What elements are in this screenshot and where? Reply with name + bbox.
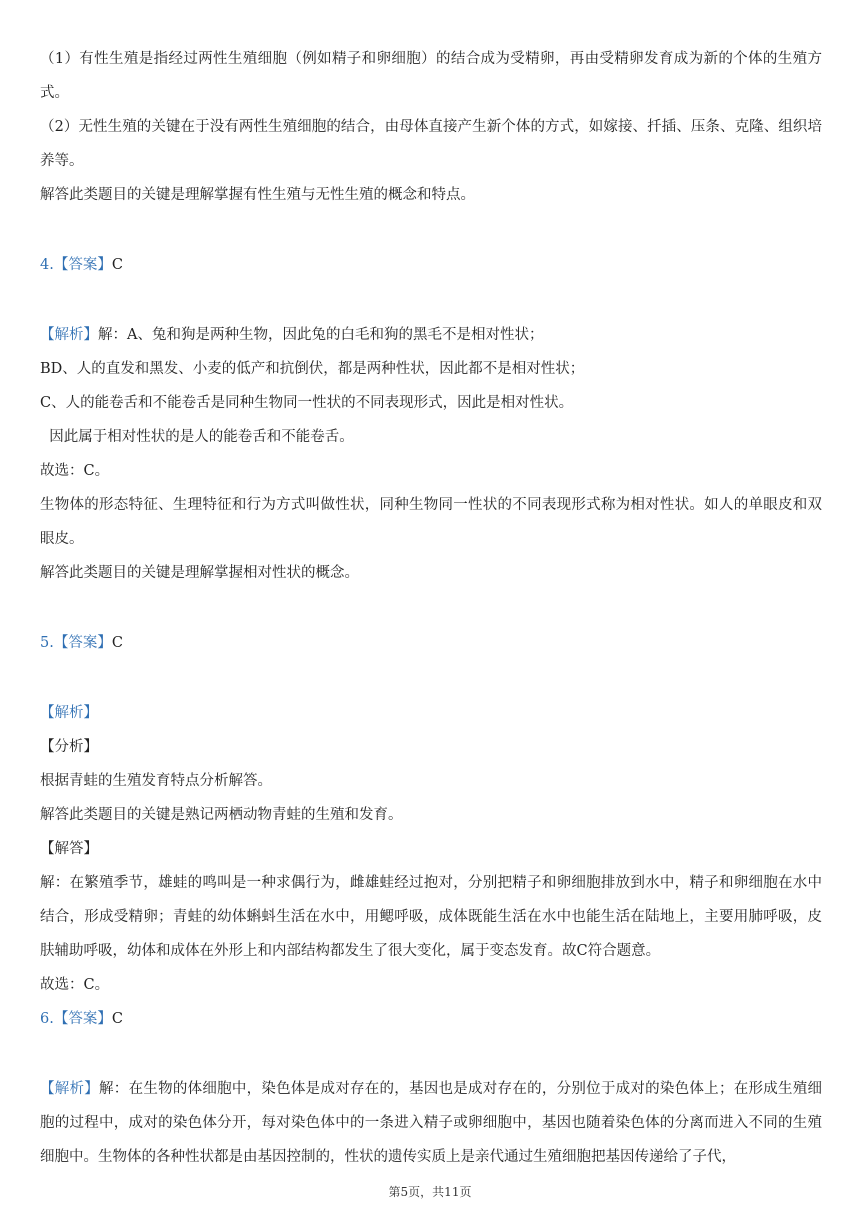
document-page <box>40 0 822 1174</box>
q4-analysis-text: 解：A、兔和狗是两种生物，因此兔的白毛和狗的黑毛不是相对性状； <box>98 327 544 343</box>
q5-answer: C <box>111 635 123 651</box>
q6-answer: C <box>111 1011 123 1027</box>
q5-number: 5. <box>40 635 54 651</box>
q5-fenxi-tag: 【分析】 <box>40 739 98 755</box>
q6-analysis-text: 解：在生物的体细胞中，染色体是成对存在的，基因也是成对存在的，分别位于成对的染色体上；在形成生殖细胞的过程中，成对的染色体分开，每对染色体中的一条进入精子或卵细胞中，基因也随着染色体的分离而进入不同的生殖细胞中。生物体的各种性状都是由基因控制的，性状的遗传实质上是亲代通过生殖细胞把基因传递给了子代， <box>40 1081 823 1165</box>
q5-jieda-tag: 【解答】 <box>40 841 98 857</box>
q6-answer-tag: 【答案】 <box>53 1011 112 1027</box>
q4-answer: C <box>111 257 123 273</box>
q6-analysis-tag: 【解析】 <box>40 1081 100 1097</box>
q5-fenxi-line-2: 解答此类题目的关键是熟记两栖动物青蛙的生殖和发育。 <box>40 807 403 823</box>
q5-answer-line <box>40 626 822 660</box>
q4-analysis-tag: 【解析】 <box>40 327 98 343</box>
q5-choice: 故选：C。 <box>40 977 110 993</box>
q5-answer-tag: 【答案】 <box>53 635 112 651</box>
q4-answer-line <box>40 248 822 282</box>
q4-line-choice: 故选：C。 <box>40 463 110 479</box>
q6-number: 6. <box>40 1011 54 1027</box>
paragraph-asexual-reproduction: （2）无性生殖的关键在于没有两性生殖细胞的结合，由母体直接产生新个体的方式，如嫁接、扦插、压条、克隆、组织培养等。 <box>40 119 822 169</box>
paragraph-sexual-reproduction: （1）有性生殖是指经过两性生殖细胞（例如精子和卵细胞）的结合成为受精卵，再由受精卵发育成为新的个体的生殖方式。 <box>40 51 822 101</box>
page-footer: 第5页，共11页 <box>388 1185 472 1199</box>
q4-line-c: C、人的能卷舌和不能卷舌是同种生物同一性状的不同表现形式，因此是相对性状。 <box>40 395 574 411</box>
q4-analysis-line <box>40 318 822 352</box>
q5-analysis-tag: 【解析】 <box>40 705 98 721</box>
q4-answer-tag: 【答案】 <box>53 257 112 273</box>
q5-jieda-text: 解：在繁殖季节，雄蛙的鸣叫是一种求偶行为，雌雄蛙经过抱对，分别把精子和卵细胞排放到水中，精子和卵细胞在水中结合，形成受精卵；青蛙的幼体蝌蚪生活在水中，用鳃呼吸，成体既能生活在水中也能生活在陆地上，主要用肺呼吸，皮肤辅助呼吸，幼体和成体在外形上和内部结构都发生了很大变化，属于变态发育。故C符合题意。 <box>40 875 822 959</box>
q6-answer-line <box>40 1002 822 1036</box>
paragraph-key-point: 解答此类题目的关键是理解掌握有性生殖与无性生殖的概念和特点。 <box>40 187 475 203</box>
q4-number: 4. <box>40 257 54 273</box>
q4-line-key: 解答此类题目的关键是理解掌握相对性状的概念。 <box>40 565 359 581</box>
q4-line-conclusion: 因此属于相对性状的是人的能卷舌和不能卷舌。 <box>40 429 354 445</box>
q5-fenxi-line-1: 根据青蛙的生殖发育特点分析解答。 <box>40 773 272 789</box>
q6-analysis-line <box>40 1072 822 1174</box>
q4-line-definition: 生物体的形态特征、生理特征和行为方式叫做性状，同种生物同一性状的不同表现形式称为相对性状。如人的单眼皮和双眼皮。 <box>40 497 822 547</box>
q4-line-bd: BD、人的直发和黑发、小麦的低产和抗倒伏，都是两种性状，因此都不是相对性状； <box>40 361 585 377</box>
